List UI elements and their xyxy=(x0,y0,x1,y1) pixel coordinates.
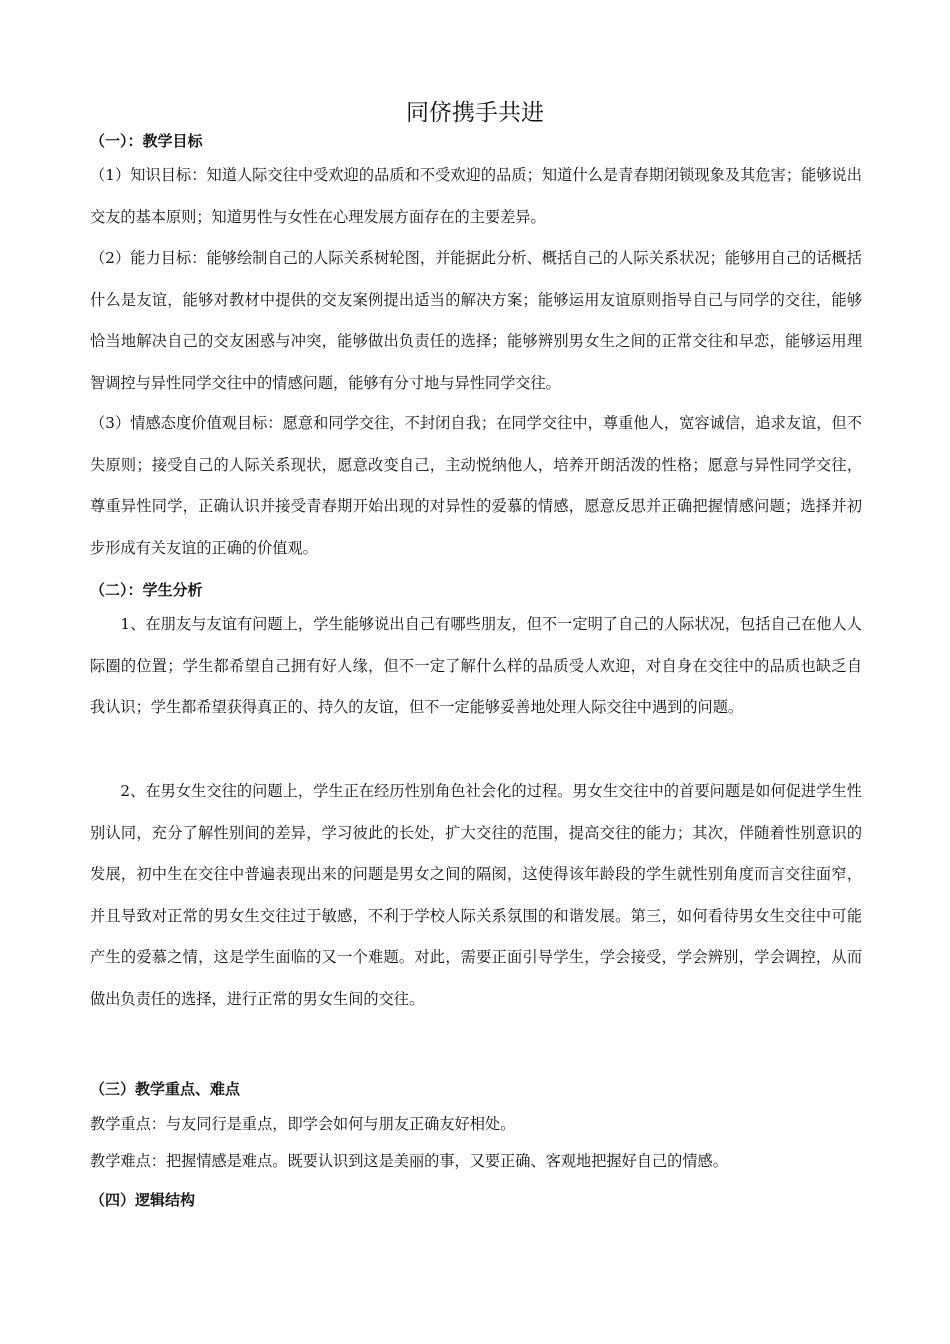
section-heading-logic: （四）逻辑结构 xyxy=(90,1191,196,1209)
students-gender: 2、在男女生交往的问题上，学生正在经历性别角色社会化的过程。男女生交往中的首要问题是如何促进学生性别认同，充分了解性别间的差异，学习彼此的长处，扩大交往的范围，提高交往的能力；其次，伴随着性别意识的发展，初中生在交往中普遍表现出来的问题是男女之间的隔阂，这使得该年龄段的学生就性别角度而言交往面窄，并且导致对正常的男女生交往过于敏感，不利于学校人际关系氛围的和谐发展。第三，如何看待男女生交往中可能产生的爱慕之情，这是学生面临的又一个难题。对此，需要正面引导学生，学会接受，学会辨别，学会调控，从而做出负责任的选择，进行正常的男女生间的交往。 xyxy=(90,782,862,1008)
section-heading-goals: （一）：教学目标 xyxy=(90,132,203,150)
section-heading-students: （二）：学生分析 xyxy=(90,581,203,599)
students-friendship: 1、在朋友与友谊有问题上，学生能够说出自己有哪些朋友，但不一定明了自己的人际状况，包括自己在他人人际圈的位置；学生都希望自己拥有好人缘，但不一定了解什么样的品质受人欢迎，对自身在交往中的品质也缺乏自我认识；学生都希望获得真正的、持久的友谊，但不一定能够妥善地处理人际交往中遇到的问题。 xyxy=(90,615,862,716)
goal-knowledge: （1）知识目标：知道人际交往中受欢迎的品质和不受欢迎的品质；知道什么是青春期闭锁现象及其危害；能够说出交友的基本原则；知道男性与女性在心理发展方面存在的主要差异。 xyxy=(90,166,862,226)
difficult-point: 教学难点：把握情感是难点。既要认识到这是美丽的事，又要正确、客观地把握好自己的情感。 xyxy=(90,1152,728,1170)
goal-ability: （2）能力目标：能够绘制自己的人际关系树轮图，并能据此分析、概括自己的人际关系状况；能够用自己的话概括什么是友谊，能够对教材中提供的交友案例提出适当的解决方案；能够运用友谊原则指导自己与同学的交往，能够恰当地解决自己的交友困惑与冲突，能够做出负责任的选择；能够辨别男女生之间的正常交往和早恋，能够运用理智调控与异性同学交往中的情感问题，能够有分寸地与异性同学交往。 xyxy=(90,249,862,392)
key-point: 教学重点：与友同行是重点，即学会如何与朋友正确友好相处。 xyxy=(90,1115,516,1133)
goal-attitude: （3）情感态度价值观目标：愿意和同学交往，不封闭自我；在同学交往中，尊重他人，宽容诚信，追求友谊，但不失原则；接受自己的人际关系现状，愿意改变自己，主动悦纳他人，培养开朗活泼的性格；愿意与异性同学交往，尊重异性同学，正确认识并接受青春期开始出现的对异性的爱慕的情感，愿意反思并正确把握情感问题；选择并初步形成有关友谊的正确的价值观。 xyxy=(90,414,862,557)
section-heading-keypoints: （三）教学重点、难点 xyxy=(90,1080,241,1098)
page-title: 同侪携手共进 xyxy=(406,100,544,126)
